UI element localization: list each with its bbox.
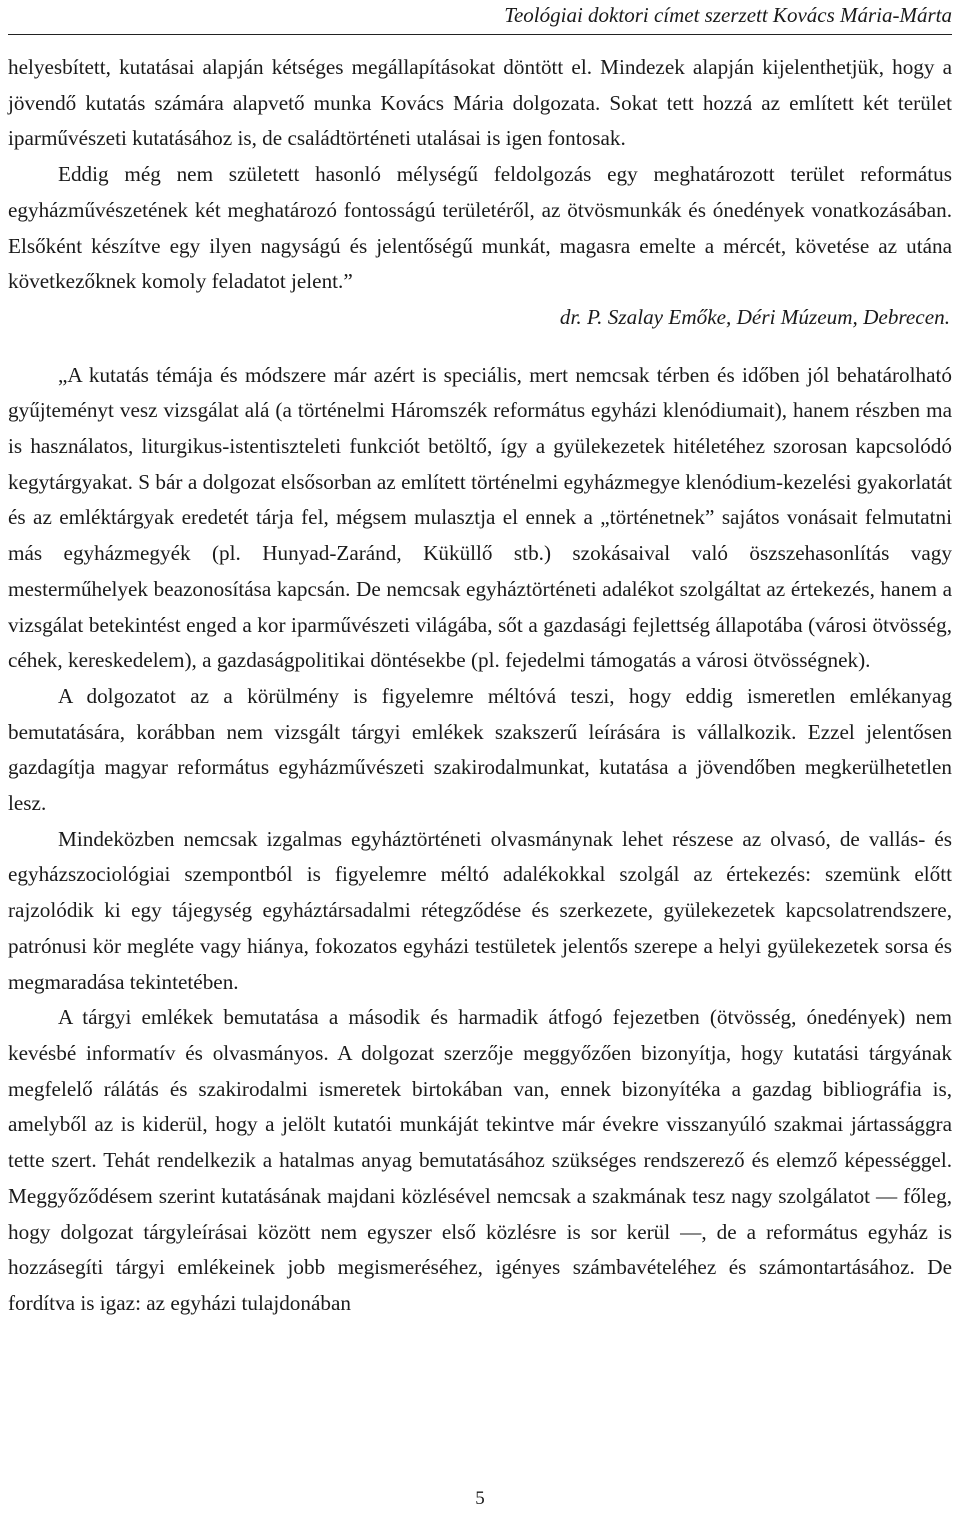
paragraph: A tárgyi emlékek bemutatása a második és harmadik átfogó fejezetben (ötvösség, ónedények) nem kevésbé informatív és olvasmányos. A dolgozat szerzője meggyőzően bizonyítja, hogy kutatási tárgyának megfelelő rálátás és szakirodalmi ismeretek birtokában van, ennek bizonyítéka a gazdag bibliográfia is, amelyből az is kiderül, hogy a jelölt kutatói munkáját tekintve már évekre visszanyúló szakmai jártassággra tette szert. Tehát rendelkezik a hatalmas anyag bemutatásához szükséges rendszerező és elemző képességgel. Meggyőződésem szerint kutatásának majdani közlésével nemcsak a szakmának tesz nagy szolgálatot — főleg, hogy dolgozat tárgyleírásai között nem egyszer első közlésre is sor kerül —, de a református egyház is hozzásegíti tárgyi emlékeinek jobb megismeréséhez, igényes számbavételéhez és számontartásához. De fordítva is igaz: az egyházi tulajdonában (8, 1005, 952, 1315)
page-number: 5 (475, 1488, 485, 1509)
quote-signature: dr. P. Szalay Emőke, Déri Múzeum, Debrecen. (559, 304, 950, 329)
paragraph: A dolgozatot az a körülmény is figyelemre méltóvá teszi, hogy eddig ismeretlen emlékanyag bemutatására, korábban nem vizsgált tárgyi emlékek szakszerű leírására is vállalkozik. Ezzel jelentősen gazdagítja magyar református egyházművészeti szakirodalmunkat, kutatása a jövendőben megkerülhetetlen lesz. (8, 683, 952, 816)
page-body (8, 50, 952, 1322)
paragraph-quote-end: Eddig még nem született hasonló mélységű feldolgozás egy meghatározott terület református egyházművészetének két meghatározó fontosságú területéről, az ötvösmunkák és ónedények vonatkozásában. Elsőként készítve egy ilyen nagyságú és jelentőségű munkát, magasra emelte a mércét, követése az utána következőknek komoly feladatot jelent.” (8, 162, 952, 294)
running-header: Teológiai doktori címet szerzett Kovács Mária-Márta (504, 3, 952, 27)
header-rule (8, 34, 952, 35)
paragraph: Mindeközben nemcsak izgalmas egyháztörténeti olvasmánynak lehet részese az olvasó, de vallás- és egyházszociológiai szempontból is figyelemre méltó adalékokkal szolgál az értekezés: szemünk előtt rajzolódik ki egy tájegység egyháztársadalmi rétegződése és szerkezete, gyülekezetek kapcsolatrendszere, patrónusi kör megléte vagy hiánya, fokozatos egyházi testületek jelentős szerepe a helyi gyülekezetek sorsa és megmaradása tekintetében. (8, 826, 952, 994)
paragraph-continuation: helyesbített, kutatásai alapján kétséges megállapításokat döntött el. Mindezek alapján kijelenthetjük, hogy a jövendő kutatás számára alapvető munka Kovács Mária dolgozata. Sokat tett hozzá az említett két terület iparművészeti kutatásához is, de családtörténeti utalásai is igen fontosak. (8, 55, 952, 151)
paragraph-second-quote: „A kutatás témája és módszere már azért is speciális, mert nemcsak térben és időben jól behatárolható gyűjteményt vesz vizsgálat alá (a történelmi Háromszék református egyházi klenódiumait), hanem részben ma is használatos, liturgikus-istentiszteleti funkciót betöltő, így a gyülekezetek hitéletéhez szorosan kapcsolódó kegytárgyakat. S bár a dolgozat elsősorban az említett történelmi egyházmegye klenódium-kezelési gyakorlatát és az emléktárgyak eredetét tárja fel, mégsem mulasztja el ennek a „történetnek” sajátos vonásait felmutatni más egyházmegyék (pl. Hunyad-Zaránd, Küküllő stb.) szokásaival való öszszehasonlítás vagy mesterműhelyek beazonosítása kapcsán. De nemcsak egyháztörténeti adalékot szolgáltat az értekezés, hanem a vizsgálat betekintést enged a kor iparművészeti világába, sőt a gazdasági fejlettség állapotába (városi ötvösség, céhek, kereskedelem), a gazdaságpolitikai döntésekbe (pl. fejedelmi támogatás a városi ötvösségnek). (8, 362, 952, 673)
